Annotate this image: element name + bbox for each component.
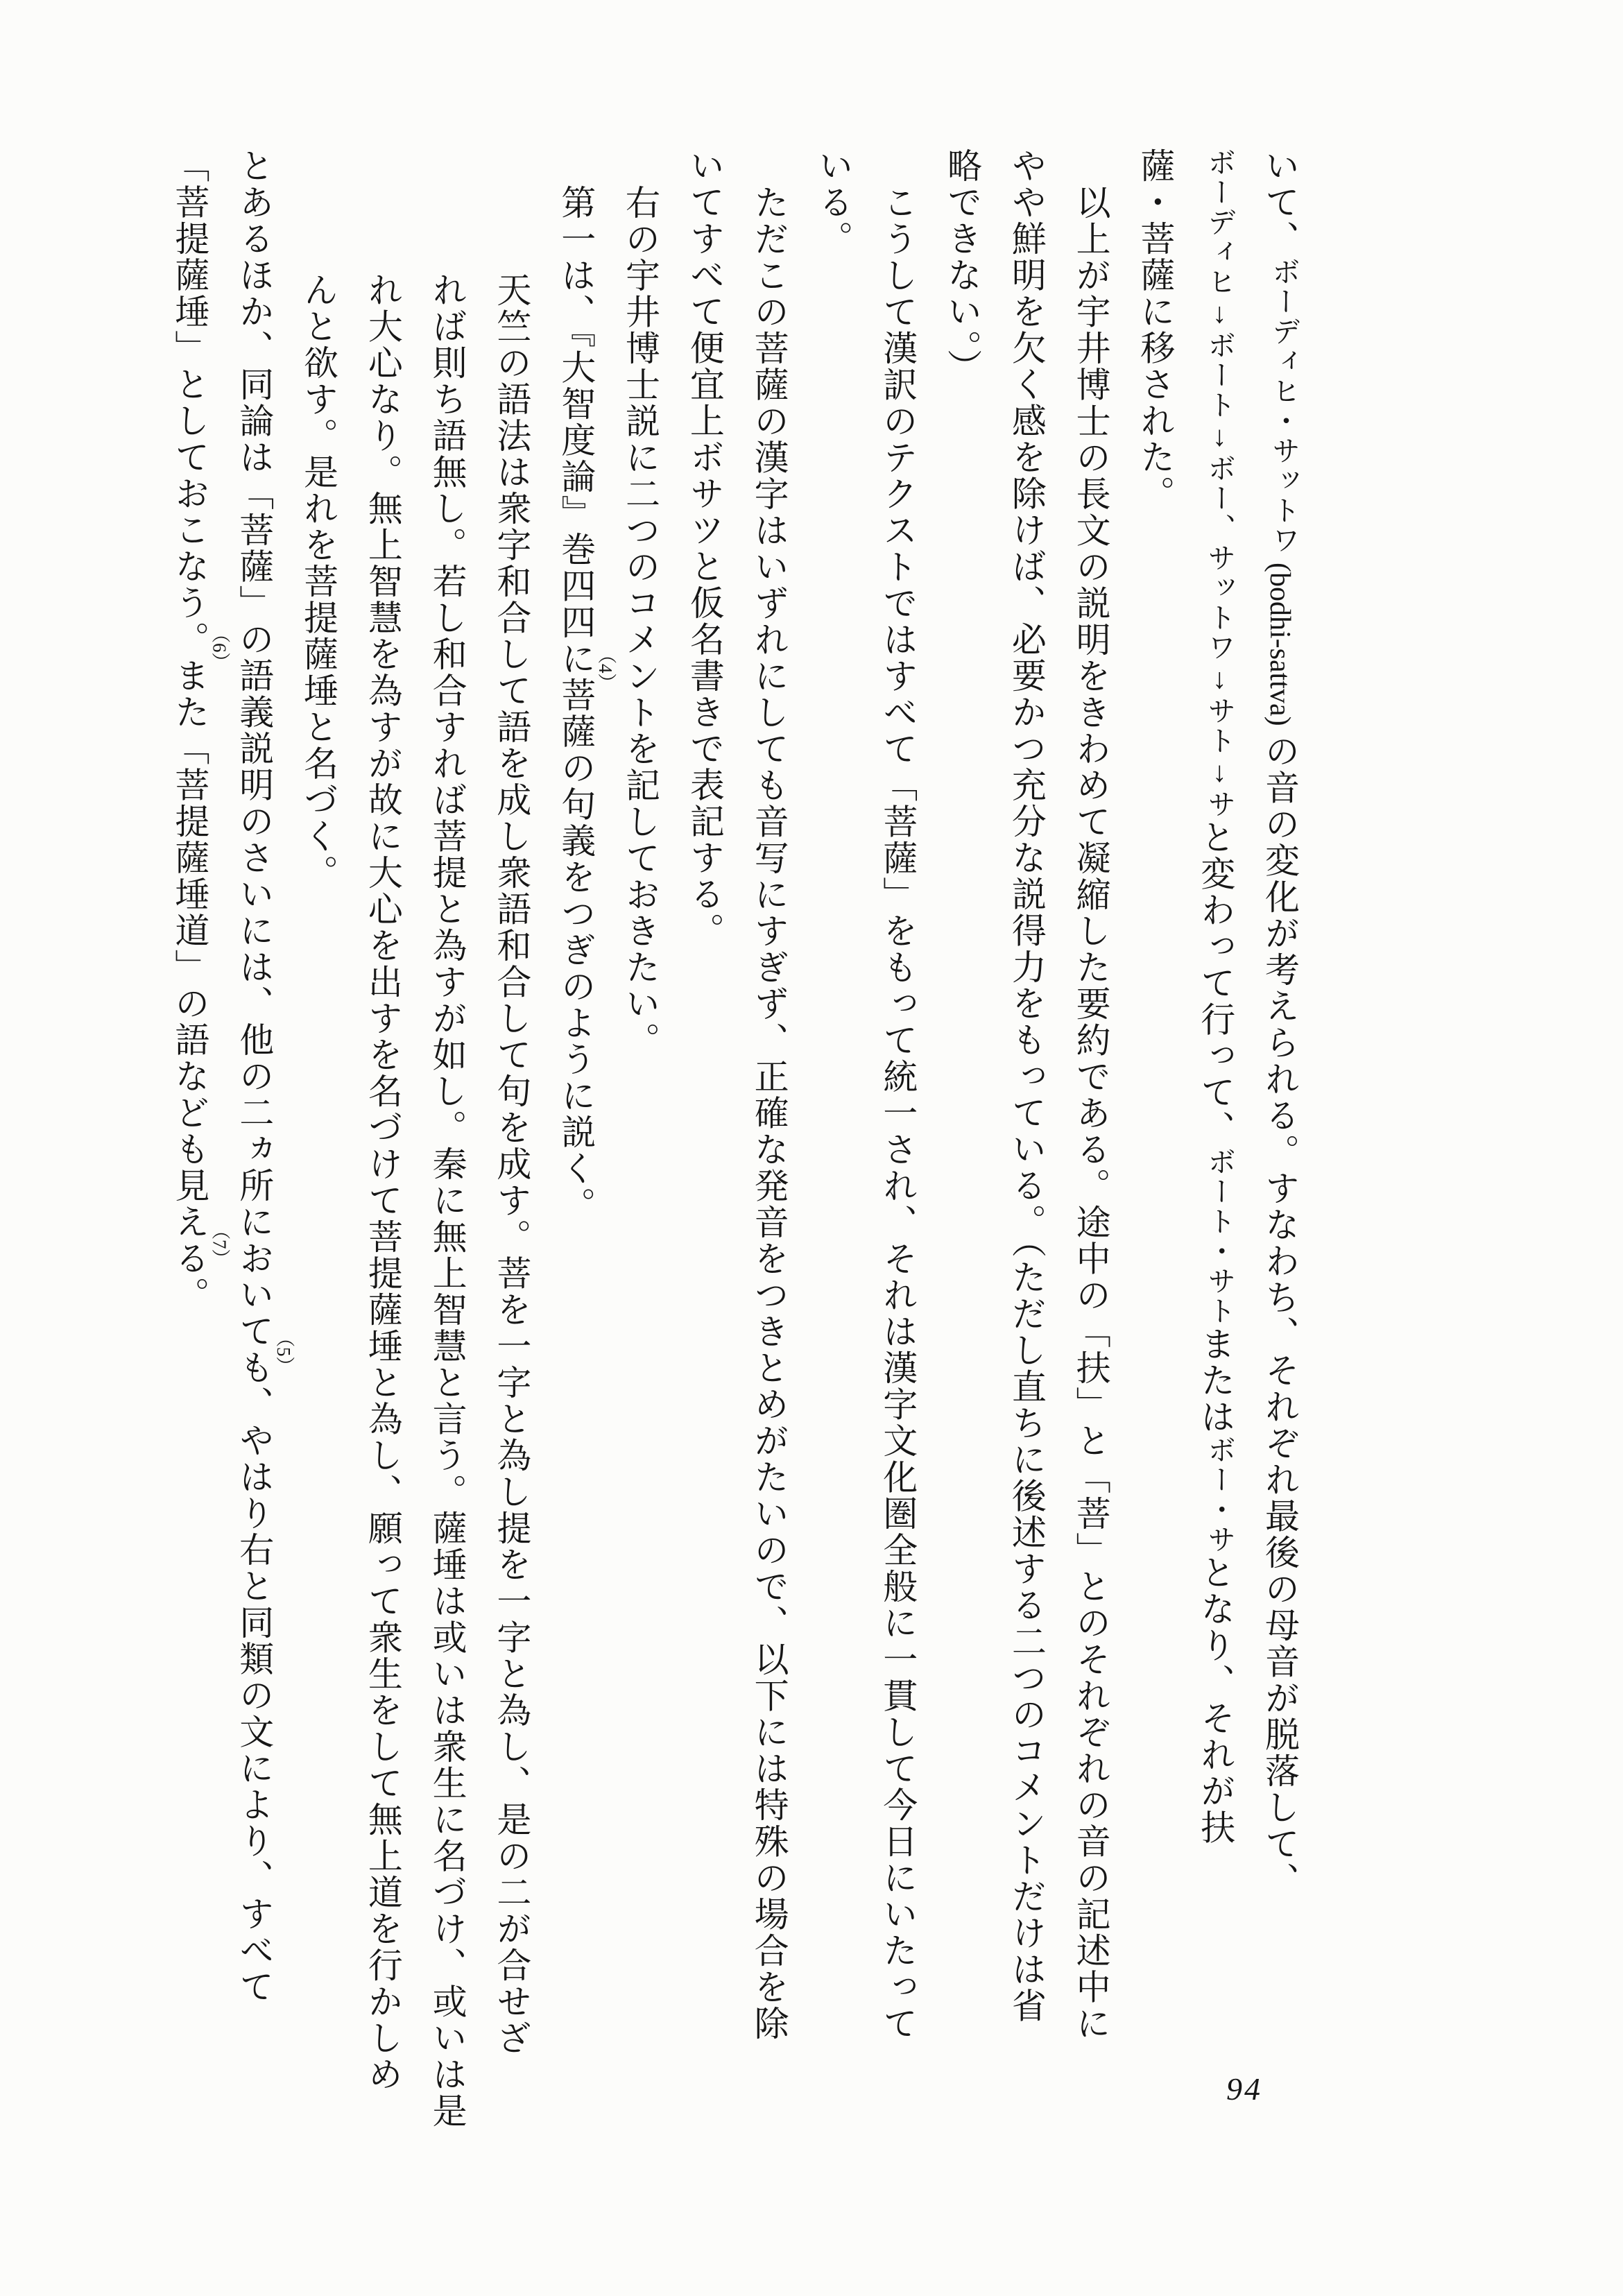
text-run: 薩・菩薩に移された。 [1135,148,1175,512]
text-run: れ大心なり。無上智慧を為すが故に大心を出すを名づけて菩提薩埵と為し、願って衆生をして無上道を行かしめ [363,272,402,2093]
katakana-transliteration: ボート [1203,330,1236,420]
text-column [939,148,985,386]
footnote-marker: （5） [273,1328,295,1376]
katakana-transliteration: ボーディヒ [1203,148,1236,297]
text-column [1257,148,1307,1899]
footnote-marker: （6） [209,624,230,671]
arrow-glyph: ↓ [1203,420,1236,454]
katakana-transliteration: ボー、サットワ [1203,454,1236,662]
text-column [1004,148,1049,2024]
text-column [166,148,230,1313]
katakana-transliteration: ボート・サト [1203,1147,1236,1326]
text-run: 略できない。） [943,148,981,386]
katakana-transliteration: サ [1203,789,1236,819]
page-number: 94 [1226,2071,1262,2107]
text-run: こうして漢訳のテクストではすべて「菩薩」をもって統一され、それは漢字文化圏全般に一貫して今日にいたって [878,185,918,2042]
text-column [875,185,920,2042]
text-column [1132,148,1178,512]
text-column [295,272,341,891]
arrow-glyph: ↓ [1203,662,1236,696]
text-column [1192,148,1242,1846]
text-run: んと欲す。是れを菩提薩埵と名づく。 [299,272,338,891]
text-run: とあるほか、同論は「菩薩」の語義説明のさいには、他の二ヵ所においても、やはり右と同類の文により、すべて [234,148,274,2005]
text-run: いて、 [1260,148,1299,257]
text-run: と変わって行って、 [1196,819,1235,1147]
text-column [360,272,406,2093]
katakana-transliteration: サト [1203,696,1236,756]
text-column [553,185,617,1224]
text-run: れば則ち語無し。若し和合すれば菩提と為すが如し。秦に無上智慧と言う。薩埵は或いは衆生に名づけ、或いは是 [427,272,467,2130]
text-column [810,148,856,257]
text-column [231,148,295,2005]
text-run: やや鮮明を欠く感を除けば、必要かつ充分な説得力をもっている。（ただし直ちに後述する二つのコメントだけは省 [1006,148,1046,2024]
text-run: 右の宇井博士説に二つのコメントを記しておきたい。 [621,185,660,1059]
text-run: となり、それが扶 [1196,1554,1235,1846]
text-run: 「菩提薩埵」としておこなう。また「菩提薩埵道」の語なども見える。 [170,148,209,1313]
text-run: いてすべて便宜上ボサツと仮名書きで表記する。 [685,148,724,949]
text-run: 以上が宇井博士の長文の説明をきわめて凝縮した要約である。途中の「扶」と「菩」とのそれぞれの音の記述中に [1071,185,1110,2042]
text-run: いる。 [814,148,853,257]
arrow-glyph: ↓ [1203,297,1236,331]
footnote-marker: （4） [595,645,617,692]
katakana-transliteration: ボー・サ [1203,1435,1236,1554]
text-run: または [1196,1326,1235,1435]
text-column [682,148,728,949]
text-run: の音の変化が考えられる。すなわち、それぞれ最後の母音が脱落して、 [1260,733,1299,1899]
footnote-marker: （7） [209,1221,230,1268]
text-column [617,185,663,1059]
arrow-glyph: ↓ [1203,755,1236,789]
text-column [746,185,792,2042]
text-run: ただこの菩薩の漢字はいずれにしても音写にすぎず、正確な発音をつきとめがたいので、以下には特殊の場合を除 [749,185,789,2042]
text-column [488,272,534,2057]
text-column [1068,185,1114,2042]
text-column [424,272,470,2130]
latin-romanization: (bodhi-sattva) [1264,555,1296,734]
text-run: 天竺の語法は衆字和合して語を成し衆語和合して句を成す。菩を一字と為し提を一字と為し、是の二が合せざ [492,272,531,2057]
text-run: 第一は、『大智度論』巻四四に菩薩の句義をつぎのように説く。 [556,185,596,1224]
katakana-transliteration: ボーディヒ・サットワ [1268,257,1300,556]
